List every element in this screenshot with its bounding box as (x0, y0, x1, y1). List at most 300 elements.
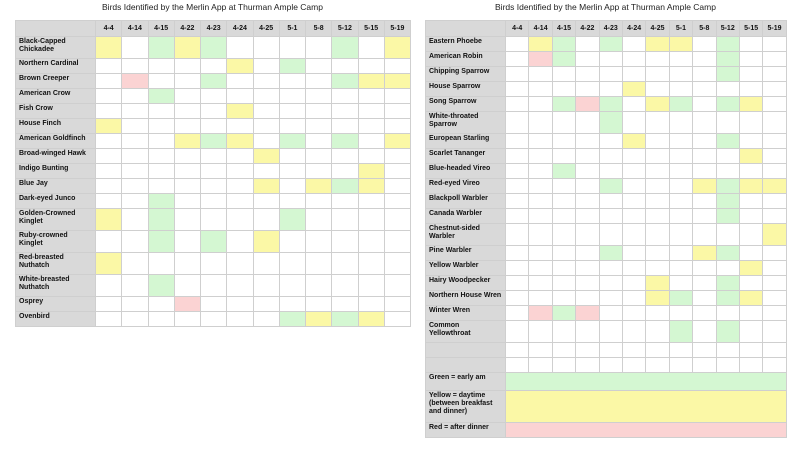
sighting-cell (279, 149, 305, 164)
sighting-cell (384, 134, 410, 149)
table-row (16, 194, 411, 209)
sighting-cell (716, 291, 739, 306)
sighting-cell (227, 134, 253, 149)
sighting-cell (201, 74, 227, 89)
sighting-cell (506, 261, 529, 276)
table-row (426, 194, 787, 209)
sighting-cell (96, 164, 122, 179)
corner-cell (426, 21, 506, 37)
sighting-cell (122, 104, 148, 119)
sighting-cell (529, 134, 552, 149)
sighting-cell (384, 104, 410, 119)
sighting-cell (174, 119, 200, 134)
sighting-cell (279, 179, 305, 194)
table-row (16, 297, 411, 312)
date-header: 5-15 (358, 21, 384, 37)
bird-name: Blue-headed Vireo (426, 164, 506, 179)
sighting-cell (693, 37, 716, 52)
date-header: 5-1 (279, 21, 305, 37)
table-row (426, 112, 787, 134)
sighting-cell (227, 231, 253, 253)
sighting-cell (576, 246, 599, 261)
sighting-cell (599, 179, 622, 194)
sighting-cell (646, 82, 669, 97)
sighting-cell (716, 134, 739, 149)
sighting-cell (739, 261, 762, 276)
sighting-cell (358, 59, 384, 74)
sighting-cell (529, 276, 552, 291)
date-header: 4-22 (174, 21, 200, 37)
sighting-cell (646, 194, 669, 209)
sighting-cell (646, 246, 669, 261)
sighting-cell (384, 253, 410, 275)
sighting-cell (253, 231, 279, 253)
sighting-cell (506, 194, 529, 209)
sighting-cell (763, 134, 786, 149)
sighting-cell (529, 343, 552, 358)
bird-name: White-throated Sparrow (426, 112, 506, 134)
table-row (16, 37, 411, 59)
bird-name: Fish Crow (16, 104, 96, 119)
sighting-cell (306, 89, 332, 104)
sighting-cell (174, 74, 200, 89)
sighting-cell (622, 164, 645, 179)
sighting-cell (201, 312, 227, 327)
bird-name: House Sparrow (426, 82, 506, 97)
sighting-cell (201, 253, 227, 275)
sighting-cell (384, 164, 410, 179)
sighting-cell (227, 209, 253, 231)
sighting-cell (358, 104, 384, 119)
sighting-cell (552, 261, 575, 276)
sighting-cell (174, 179, 200, 194)
date-header: 4-25 (253, 21, 279, 37)
sighting-cell (358, 231, 384, 253)
sighting-cell (576, 134, 599, 149)
sighting-cell (96, 74, 122, 89)
sighting-cell (739, 209, 762, 224)
sighting-cell (529, 224, 552, 246)
bird-name: Chestnut-sided Warbler (426, 224, 506, 246)
sighting-cell (576, 52, 599, 67)
sighting-cell (763, 149, 786, 164)
sighting-cell (739, 37, 762, 52)
sighting-cell (576, 321, 599, 343)
sighting-cell (739, 179, 762, 194)
sighting-cell (763, 291, 786, 306)
sighting-cell (506, 358, 529, 373)
sighting-cell (148, 179, 174, 194)
sighting-cell (148, 149, 174, 164)
sighting-cell (332, 312, 358, 327)
sighting-cell (201, 209, 227, 231)
sighting-cell (716, 164, 739, 179)
bird-name: Winter Wren (426, 306, 506, 321)
sighting-cell (763, 37, 786, 52)
sighting-cell (148, 37, 174, 59)
sighting-cell (599, 134, 622, 149)
sighting-cell (739, 224, 762, 246)
table-row (16, 89, 411, 104)
bird-name: Red-breasted Nuthatch (16, 253, 96, 275)
sighting-cell (669, 97, 692, 112)
date-header: 4-23 (599, 21, 622, 37)
sighting-cell (669, 37, 692, 52)
sighting-cell (529, 246, 552, 261)
table-row (426, 97, 787, 112)
sighting-cell (669, 112, 692, 134)
sighting-cell (576, 67, 599, 82)
date-header: 4-14 (529, 21, 552, 37)
sighting-cell (279, 134, 305, 149)
sighting-cell (669, 246, 692, 261)
sighting-cell (693, 306, 716, 321)
table-row (426, 67, 787, 82)
sighting-cell (227, 104, 253, 119)
sighting-cell (279, 104, 305, 119)
sighting-cell (279, 312, 305, 327)
sighting-cell (384, 209, 410, 231)
sighting-cell (253, 37, 279, 59)
sighting-cell (716, 97, 739, 112)
sighting-cell (384, 194, 410, 209)
sighting-cell (716, 209, 739, 224)
date-header: 4-14 (122, 21, 148, 37)
sighting-cell (332, 231, 358, 253)
sighting-cell (174, 164, 200, 179)
sighting-cell (96, 209, 122, 231)
sighting-cell (227, 275, 253, 297)
sighting-cell (279, 297, 305, 312)
sighting-cell (332, 194, 358, 209)
sighting-cell (552, 37, 575, 52)
sighting-cell (646, 37, 669, 52)
date-header: 4-4 (506, 21, 529, 37)
sighting-cell (122, 149, 148, 164)
sighting-cell (174, 104, 200, 119)
sighting-cell (693, 112, 716, 134)
right-title: Birds Identified by the Merlin App at Thurman Ample Camp (495, 2, 716, 12)
sighting-cell (716, 276, 739, 291)
table-row (426, 306, 787, 321)
sighting-cell (622, 209, 645, 224)
sighting-cell (201, 89, 227, 104)
left-bird-table (15, 20, 411, 327)
sighting-cell (174, 89, 200, 104)
sighting-cell (529, 37, 552, 52)
sighting-cell (739, 149, 762, 164)
sighting-cell (506, 164, 529, 179)
sighting-cell (253, 104, 279, 119)
sighting-cell (552, 82, 575, 97)
sighting-cell (669, 179, 692, 194)
sighting-cell (552, 224, 575, 246)
sighting-cell (716, 194, 739, 209)
sighting-cell (552, 358, 575, 373)
sighting-cell (763, 112, 786, 134)
sighting-cell (384, 59, 410, 74)
sighting-cell (358, 164, 384, 179)
sighting-cell (599, 306, 622, 321)
sighting-cell (279, 275, 305, 297)
sighting-cell (148, 275, 174, 297)
sighting-cell (506, 149, 529, 164)
sighting-cell (306, 134, 332, 149)
sighting-cell (332, 149, 358, 164)
sighting-cell (739, 82, 762, 97)
sighting-cell (693, 134, 716, 149)
bird-name: Blackpoll Warbler (426, 194, 506, 209)
sighting-cell (148, 59, 174, 74)
date-header: 4-25 (646, 21, 669, 37)
sighting-cell (279, 194, 305, 209)
date-header: 4-22 (576, 21, 599, 37)
bird-name: Yellow Warbler (426, 261, 506, 276)
sighting-cell (174, 134, 200, 149)
sighting-cell (227, 37, 253, 59)
sighting-cell (646, 134, 669, 149)
sighting-cell (201, 179, 227, 194)
sighting-cell (227, 89, 253, 104)
sighting-cell (384, 119, 410, 134)
sighting-cell (599, 224, 622, 246)
sighting-cell (384, 179, 410, 194)
sighting-cell (552, 276, 575, 291)
sighting-cell (358, 312, 384, 327)
sighting-cell (227, 119, 253, 134)
sighting-cell (599, 164, 622, 179)
sighting-cell (646, 343, 669, 358)
bird-name: Ovenbird (16, 312, 96, 327)
sighting-cell (279, 59, 305, 74)
sighting-cell (693, 321, 716, 343)
sighting-cell (622, 179, 645, 194)
sighting-cell (646, 52, 669, 67)
sighting-cell (576, 112, 599, 134)
bird-name: Golden-Crowned Kinglet (16, 209, 96, 231)
sighting-cell (529, 306, 552, 321)
header-row (16, 21, 411, 37)
date-header: 4-15 (552, 21, 575, 37)
sighting-cell (552, 164, 575, 179)
table-row (426, 37, 787, 52)
table-row (16, 312, 411, 327)
sighting-cell (646, 149, 669, 164)
sighting-cell (174, 253, 200, 275)
sighting-cell (506, 306, 529, 321)
sighting-cell (622, 306, 645, 321)
sighting-cell (763, 246, 786, 261)
sighting-cell (96, 253, 122, 275)
sighting-cell (669, 149, 692, 164)
table-row (426, 321, 787, 343)
bird-name: American Goldfinch (16, 134, 96, 149)
sighting-cell (174, 59, 200, 74)
sighting-cell (506, 37, 529, 52)
date-header: 4-4 (96, 21, 122, 37)
sighting-cell (739, 134, 762, 149)
sighting-cell (693, 149, 716, 164)
sighting-cell (279, 253, 305, 275)
bird-name: European Starling (426, 134, 506, 149)
sighting-cell (669, 134, 692, 149)
table-row (16, 59, 411, 74)
sighting-cell (227, 59, 253, 74)
bird-name: Black-Capped Chickadee (16, 37, 96, 59)
sighting-cell (646, 224, 669, 246)
sighting-cell (96, 59, 122, 74)
sighting-cell (576, 261, 599, 276)
sighting-cell (253, 297, 279, 312)
bird-name: Eastern Phoebe (426, 37, 506, 52)
bird-name: Osprey (16, 297, 96, 312)
sighting-cell (669, 82, 692, 97)
sighting-cell (506, 52, 529, 67)
sighting-cell (227, 149, 253, 164)
sighting-cell (693, 52, 716, 67)
sighting-cell (669, 306, 692, 321)
legend-row (426, 423, 787, 438)
sighting-cell (332, 59, 358, 74)
sighting-cell (763, 306, 786, 321)
sighting-cell (599, 149, 622, 164)
sighting-cell (716, 261, 739, 276)
sighting-cell (253, 149, 279, 164)
sighting-cell (669, 291, 692, 306)
table-row (426, 276, 787, 291)
sighting-cell (552, 343, 575, 358)
sighting-cell (201, 104, 227, 119)
sighting-cell (122, 59, 148, 74)
sighting-cell (763, 261, 786, 276)
sighting-cell (716, 82, 739, 97)
bird-name: Canada Warbler (426, 209, 506, 224)
sighting-cell (693, 194, 716, 209)
sighting-cell (599, 52, 622, 67)
sighting-cell (693, 224, 716, 246)
sighting-cell (201, 164, 227, 179)
sighting-cell (96, 179, 122, 194)
table-row (426, 246, 787, 261)
sighting-cell (306, 312, 332, 327)
sighting-cell (716, 149, 739, 164)
date-header: 5-8 (693, 21, 716, 37)
corner-cell (16, 21, 96, 37)
sighting-cell (279, 74, 305, 89)
bird-name: American Robin (426, 52, 506, 67)
sighting-cell (96, 275, 122, 297)
sighting-cell (622, 134, 645, 149)
sighting-cell (599, 194, 622, 209)
sighting-cell (279, 231, 305, 253)
sighting-cell (279, 37, 305, 59)
left-title: Birds Identified by the Merlin App at Thurman Ample Camp (102, 2, 323, 12)
sighting-cell (529, 97, 552, 112)
sighting-cell (716, 246, 739, 261)
table-row (426, 291, 787, 306)
sighting-cell (358, 89, 384, 104)
legend-swatch (506, 423, 787, 438)
sighting-cell (306, 297, 332, 312)
sighting-cell (576, 194, 599, 209)
sighting-cell (669, 343, 692, 358)
sighting-cell (693, 343, 716, 358)
sighting-cell (552, 194, 575, 209)
sighting-cell (506, 291, 529, 306)
sighting-cell (739, 291, 762, 306)
sighting-cell (599, 276, 622, 291)
sighting-cell (174, 297, 200, 312)
sighting-cell (622, 291, 645, 306)
sighting-cell (306, 194, 332, 209)
sighting-cell (529, 149, 552, 164)
sighting-cell (552, 179, 575, 194)
sighting-cell (622, 37, 645, 52)
sighting-cell (739, 164, 762, 179)
sighting-cell (332, 119, 358, 134)
sighting-cell (693, 246, 716, 261)
sighting-cell (669, 358, 692, 373)
sighting-cell (622, 194, 645, 209)
bird-name: Chipping Sparrow (426, 67, 506, 82)
sighting-cell (693, 179, 716, 194)
sighting-cell (332, 134, 358, 149)
sighting-cell (279, 119, 305, 134)
sighting-cell (227, 74, 253, 89)
bird-name: Pine Warbler (426, 246, 506, 261)
sighting-cell (599, 291, 622, 306)
sighting-cell (306, 59, 332, 74)
sighting-cell (599, 97, 622, 112)
header-row (426, 21, 787, 37)
sighting-cell (122, 194, 148, 209)
sighting-cell (646, 321, 669, 343)
sighting-cell (148, 312, 174, 327)
sighting-cell (622, 52, 645, 67)
sighting-cell (622, 358, 645, 373)
sighting-cell (669, 209, 692, 224)
sighting-cell (148, 253, 174, 275)
sighting-cell (552, 149, 575, 164)
sighting-cell (716, 321, 739, 343)
sighting-cell (576, 37, 599, 52)
sighting-cell (622, 343, 645, 358)
sighting-cell (384, 74, 410, 89)
sighting-cell (693, 261, 716, 276)
sighting-cell (576, 164, 599, 179)
sighting-cell (646, 291, 669, 306)
sighting-cell (358, 297, 384, 312)
sighting-cell (253, 164, 279, 179)
legend-swatch (506, 373, 787, 391)
sighting-cell (384, 149, 410, 164)
sighting-cell (122, 179, 148, 194)
sighting-cell (739, 276, 762, 291)
sighting-cell (552, 97, 575, 112)
sighting-cell (306, 37, 332, 59)
sighting-cell (552, 52, 575, 67)
sighting-cell (646, 97, 669, 112)
sighting-cell (306, 74, 332, 89)
sighting-cell (529, 179, 552, 194)
sighting-cell (576, 97, 599, 112)
sighting-cell (306, 164, 332, 179)
sighting-cell (576, 82, 599, 97)
table-row (426, 358, 787, 373)
sighting-cell (253, 179, 279, 194)
sighting-cell (122, 209, 148, 231)
sighting-cell (306, 231, 332, 253)
